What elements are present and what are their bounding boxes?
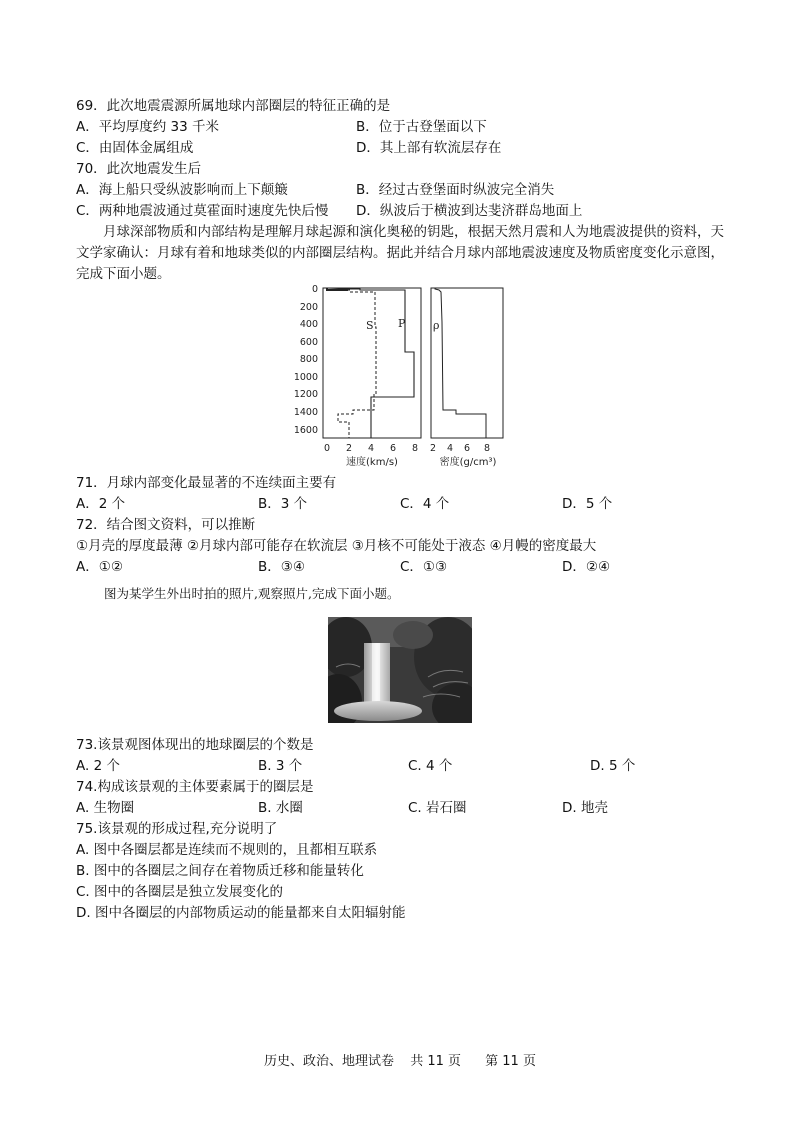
q72-statements: ①月壳的厚度最薄 ②月球内部可能存在软流层 ③月核不可能处于液态 ④月幔的密度最大 <box>76 538 597 554</box>
q70-option-a: A．海上船只受纵波影响而上下颠簸 <box>76 182 288 198</box>
depth-tick: 1000 <box>293 372 318 383</box>
q72-option-c: C．①③ <box>400 559 448 575</box>
velocity-tick: 4 <box>367 443 375 454</box>
q69-option-c: C．由固体金属组成 <box>76 140 194 156</box>
velocity-tick: 6 <box>389 443 397 454</box>
density-label: ρ <box>433 319 440 332</box>
q74-option-a: A. 生物圈 <box>76 800 135 816</box>
q69-option-b: B．位于古登堡面以下 <box>356 119 487 135</box>
q69-option-a: A．平均厚度约 33 千米 <box>76 119 219 135</box>
density-curve <box>435 288 486 438</box>
depth-tick: 600 <box>299 337 318 348</box>
passage-moon: 月球深部物质和内部结构是理解月球起源和演化奥秘的钥匙，根据天然月震和人为地震波提供的资料，天文学家确认：月球有着和地球类似的内部圈层结构。据此并结合月球内部地震波速度及物质密度变化示意图，完成下面小题。 <box>76 224 724 282</box>
depth-tick: 0 <box>311 284 318 295</box>
depth-tick: 400 <box>299 319 318 330</box>
q71-stem: 71．月球内部变化最显著的不连续面主要有 <box>76 475 337 491</box>
q70-option-b: B．经过古登堡面时纵波完全消失 <box>356 182 555 198</box>
density-tick: 2 <box>429 443 437 454</box>
s-wave-curve <box>327 290 376 438</box>
q71-option-a: A．2 个 <box>76 496 126 512</box>
velocity-tick: 2 <box>345 443 353 454</box>
depth-tick: 1200 <box>293 389 318 400</box>
q73-option-c: C. 4 个 <box>408 758 453 774</box>
footer-total-pages: 共 11 页 <box>410 1054 461 1069</box>
velocity-tick: 0 <box>323 443 331 454</box>
density-tick: 4 <box>446 443 454 454</box>
footer-exam-title: 历史、政治、地理试卷 <box>264 1054 395 1069</box>
q74-option-d: D. 地壳 <box>562 800 608 816</box>
q74-stem: 74.构成该景观的主体要素属于的圈层是 <box>76 779 314 795</box>
q72-stem: 72．结合图文资料，可以推断 <box>76 517 256 533</box>
velocity-axis-label: 速度(km/s) <box>346 457 398 468</box>
p-wave-label: P <box>398 317 406 330</box>
q69-stem: 69．此次地震震源所属地球内部圈层的特征正确的是 <box>76 98 391 114</box>
depth-tick: 1600 <box>293 425 318 436</box>
q74-option-b: B. 水圈 <box>258 800 303 816</box>
q73-option-a: A. 2 个 <box>76 758 120 774</box>
density-tick: 6 <box>463 443 471 454</box>
depth-tick: 800 <box>299 354 318 365</box>
q72-option-d: D．②④ <box>562 559 611 575</box>
p-wave-curve <box>327 288 414 438</box>
q72-option-b: B．③④ <box>258 559 305 575</box>
q72-option-a: A．①② <box>76 559 123 575</box>
q71-option-d: D．5 个 <box>562 496 613 512</box>
q70-option-c: C．两种地震波通过莫霍面时速度先快后慢 <box>76 203 329 219</box>
q75-option-c: C. 图中的各圈层是独立发展变化的 <box>76 884 284 900</box>
q74-option-c: C. 岩石圈 <box>408 800 467 816</box>
density-axis-label: 密度(g/cm³) <box>439 457 497 468</box>
waterfall-photo <box>328 617 472 723</box>
q70-stem: 70．此次地震发生后 <box>76 161 202 177</box>
q71-option-c: C．4 个 <box>400 496 450 512</box>
q73-stem: 73.该景观图体现出的地球圈层的个数是 <box>76 737 314 753</box>
q70-option-d: D．纵波后于横波到达斐济群岛地面上 <box>356 203 583 219</box>
density-tick: 8 <box>483 443 491 454</box>
footer-page-number: 第 11 页 <box>485 1054 536 1069</box>
q75-option-d: D. 图中各圈层的内部物质运动的能量都来自太阳辐射能 <box>76 905 406 921</box>
q73-option-b: B. 3 个 <box>258 758 303 774</box>
q71-option-b: B．3 个 <box>258 496 308 512</box>
page-footer <box>0 1050 800 1069</box>
depth-tick: 1400 <box>293 407 318 418</box>
passage-photo: 图为某学生外出时拍的照片,观察照片,完成下面小题。 <box>104 586 400 601</box>
moon-interior-figure <box>290 282 510 472</box>
q75-option-b: B. 图中的各圈层之间存在着物质迁移和能量转化 <box>76 863 364 879</box>
q69-option-d: D．其上部有软流层存在 <box>356 140 502 156</box>
q73-option-d: D. 5 个 <box>590 758 636 774</box>
depth-tick: 200 <box>299 302 318 313</box>
q75-option-a: A. 图中各圈层都是连续而不规则的，且都相互联系 <box>76 842 378 858</box>
q75-stem: 75.该景观的形成过程,充分说明了 <box>76 821 278 837</box>
s-wave-label: S <box>366 319 374 332</box>
velocity-tick: 8 <box>411 443 419 454</box>
